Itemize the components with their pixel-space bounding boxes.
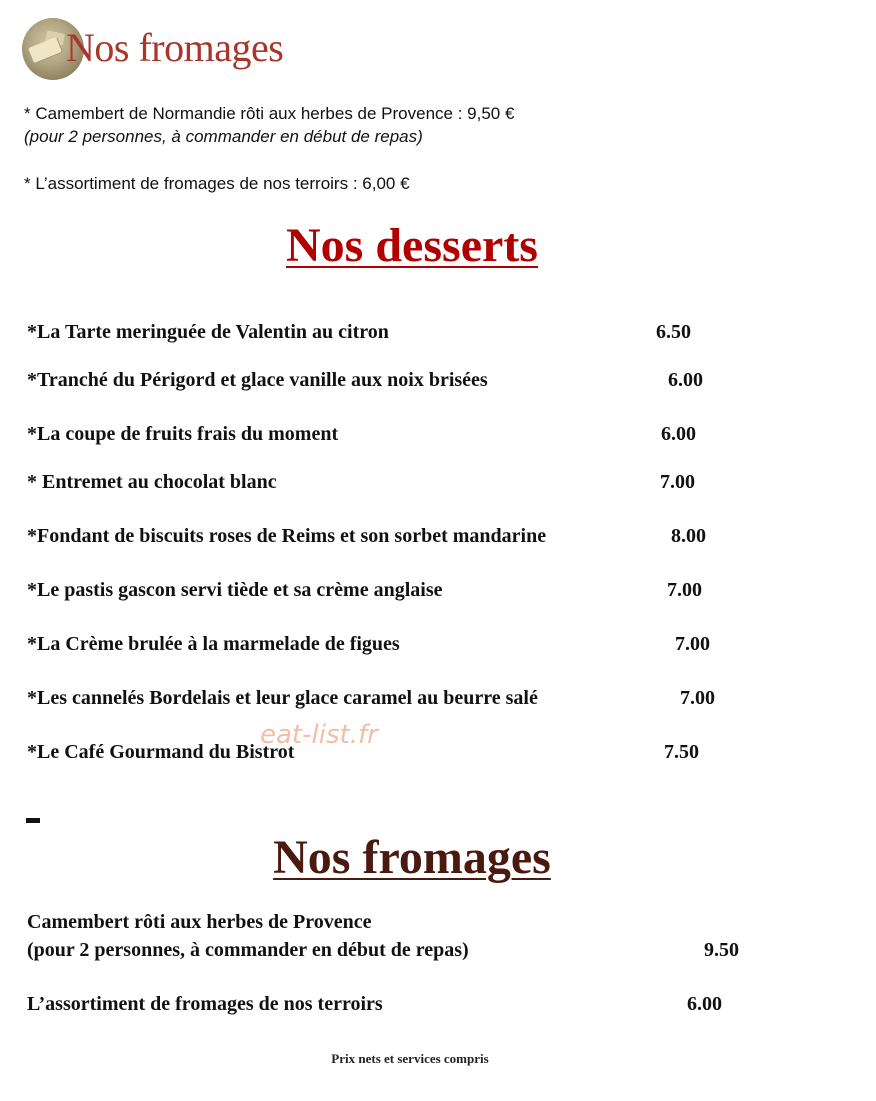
fromage-item: L’assortiment de fromages de nos terroirs (27, 993, 383, 1015)
dessert-item: * Entremet au chocolat blanc (27, 471, 277, 493)
dessert-item: *La Tarte meringuée de Valentin au citron (27, 321, 389, 343)
dessert-item: *Tranché du Périgord et glace vanille aux noix brisées (27, 369, 488, 391)
dessert-price: 7.00 (660, 471, 695, 493)
header-title: Nos fromages (66, 25, 284, 70)
fromage-price: 9.50 (704, 939, 739, 961)
dessert-item: *La Crème brulée à la marmelade de figues (27, 633, 400, 655)
fromage-price: 6.00 (687, 993, 722, 1015)
header-line-assortiment: * L’assortiment de fromages de nos terroirs : 6,00 € (24, 174, 410, 193)
dessert-price: 6.00 (661, 423, 696, 445)
dessert-price: 7.50 (664, 741, 699, 763)
fromage-item: Camembert rôti aux herbes de Provence (27, 911, 372, 933)
dessert-price: 6.50 (656, 321, 691, 343)
fromage-item-note: (pour 2 personnes, à commander en début de repas) (27, 939, 469, 961)
desserts-title: Nos desserts (286, 219, 538, 272)
fromages-title: Nos fromages (273, 831, 551, 884)
dessert-price: 6.00 (668, 369, 703, 391)
dessert-price: 7.00 (675, 633, 710, 655)
header-line-camembert: * Camembert de Normandie rôti aux herbes de Provence : 9,50 € (24, 104, 515, 123)
dessert-price: 8.00 (671, 525, 706, 547)
dessert-item: *Le pastis gascon servi tiède et sa crème anglaise (27, 579, 443, 601)
dessert-item: *Fondant de biscuits roses de Reims et son sorbet mandarine (27, 525, 547, 547)
dessert-price: 7.00 (667, 579, 702, 601)
dessert-item: *Le Café Gourmand du Bistrot (27, 741, 295, 763)
divider-dash (26, 818, 40, 823)
footer-note: Prix nets et services compris (331, 1051, 489, 1066)
header-line-note: (pour 2 personnes, à commander en début de repas) (24, 127, 423, 146)
dessert-item: *Les cannelés Bordelais et leur glace caramel au beurre salé (27, 687, 538, 709)
watermark: eat-list.fr (260, 720, 378, 750)
dessert-item: *La coupe de fruits frais du moment (27, 423, 339, 445)
dessert-price: 7.00 (680, 687, 715, 709)
